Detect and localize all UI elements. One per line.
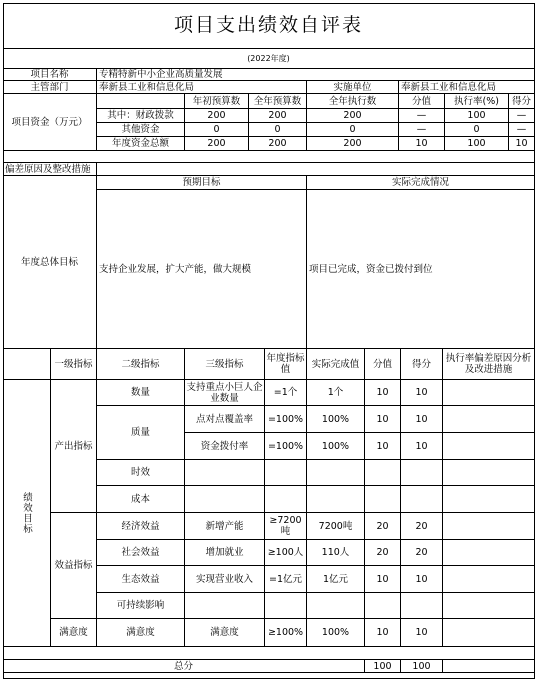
funds-cell: 200: [249, 109, 307, 123]
funds-header-blank: [97, 94, 185, 109]
perf-l2: 可持续影响: [97, 593, 185, 619]
perf-target: ≥7200吨: [265, 513, 307, 540]
group-satisfaction: 满意度: [51, 619, 97, 647]
perf-analysis: [443, 486, 535, 513]
perf-actual: 100%: [307, 619, 365, 647]
perf-target: =100%: [265, 433, 307, 460]
perf-actual: [307, 593, 365, 619]
perf-header-l3: 三级指标: [185, 349, 265, 380]
perf-header-got: 得分: [401, 349, 443, 380]
perf-actual: 100%: [307, 406, 365, 433]
perf-analysis: [443, 593, 535, 619]
expected-goal: 支持企业发展，扩大产能，做大规模: [97, 190, 307, 349]
perf-target: [265, 486, 307, 513]
perf-target: =1亿元: [265, 566, 307, 593]
perf-l3: [185, 593, 265, 619]
funds-row-name: 其中：财政拨款: [97, 109, 185, 123]
perf-l3: 新增产能: [185, 513, 265, 540]
perf-l3: 满意度: [185, 619, 265, 647]
deviation-blank: [97, 163, 535, 176]
perf-l2: 经济效益: [97, 513, 185, 540]
funds-header-executed: 全年执行数: [307, 94, 399, 109]
perf-header-analysis: 执行率偏差原因分析及改进措施: [443, 349, 535, 380]
total-blank: [443, 660, 535, 673]
perf-got: 10: [401, 380, 443, 406]
perf-analysis: [443, 566, 535, 593]
perf-score: 10: [365, 380, 401, 406]
perf-score: [365, 593, 401, 619]
perf-got: [401, 593, 443, 619]
funds-cell: 0: [249, 123, 307, 137]
group-output: 产出指标: [51, 380, 97, 513]
perf-score: [365, 486, 401, 513]
perf-analysis: [443, 433, 535, 460]
perf-analysis: [443, 540, 535, 566]
sheet-title: 项目支出绩效自评表: [3, 3, 535, 49]
perf-analysis: [443, 619, 535, 647]
perf-analysis: [443, 460, 535, 486]
goals-label: 年度总体目标: [3, 176, 97, 349]
total-got: 100: [401, 660, 443, 673]
funds-cell: 10: [399, 137, 445, 151]
impl-label: 实施单位: [307, 81, 399, 94]
perf-header-l1: 一级指标: [51, 349, 97, 380]
total-score: 100: [365, 660, 401, 673]
perf-got: [401, 486, 443, 513]
funds-cell: 200: [185, 109, 249, 123]
funds-cell: —: [509, 109, 535, 123]
perf-actual: 7200吨: [307, 513, 365, 540]
perf-actual: [307, 486, 365, 513]
perf-target: [265, 460, 307, 486]
perf-score: [365, 460, 401, 486]
outer-top-border: [3, 3, 535, 4]
perf-l3: 资金拨付率: [185, 433, 265, 460]
funds-header-got: 得分: [509, 94, 535, 109]
perf-analysis: [443, 406, 535, 433]
perf-target: =100%: [265, 406, 307, 433]
funds-cell: 0: [307, 123, 399, 137]
perf-header-actual: 实际完成值: [307, 349, 365, 380]
perf-got: [401, 460, 443, 486]
perf-actual: 1个: [307, 380, 365, 406]
funds-row-name: 年度资金总额: [97, 137, 185, 151]
perf-l3: [185, 486, 265, 513]
funds-cell: 200: [307, 137, 399, 151]
spacer-row: [3, 151, 535, 163]
project-name-value: 专精特新中小企业高质量发展: [97, 69, 535, 81]
perf-l2: 生态效益: [97, 566, 185, 593]
perf-l3: 增加就业: [185, 540, 265, 566]
perf-got: 10: [401, 433, 443, 460]
perf-target: =1个: [265, 380, 307, 406]
perf-got: 20: [401, 513, 443, 540]
perf-l2: 数量: [97, 380, 185, 406]
perf-analysis: [443, 380, 535, 406]
funds-header-annual: 全年预算数: [249, 94, 307, 109]
funds-cell: 100: [445, 137, 509, 151]
perf-score: 20: [365, 513, 401, 540]
funds-label: 项目资金（万元）: [3, 94, 97, 151]
perf-l3: 支持重点小巨人企业数量: [185, 380, 265, 406]
perf-got: 20: [401, 540, 443, 566]
group-benefit: 效益指标: [51, 513, 97, 619]
dept-value: 奉新县工业和信息化局: [97, 81, 307, 94]
deviation-label: 偏差原因及整改措施: [3, 163, 97, 176]
perf-actual: 1亿元: [307, 566, 365, 593]
funds-header-initial: 年初预算数: [185, 94, 249, 109]
actual-goal: 项目已完成，资金已拨付到位: [307, 190, 535, 349]
perf-target: ≥100%: [265, 619, 307, 647]
actual-header: 实际完成情况: [307, 176, 535, 190]
perf-got: 10: [401, 619, 443, 647]
perf-header-blank: [3, 349, 51, 380]
total-label: 总分: [3, 660, 365, 673]
perf-analysis: [443, 513, 535, 540]
perf-score: 20: [365, 540, 401, 566]
perf-target: [265, 593, 307, 619]
perf-actual: 100%: [307, 433, 365, 460]
funds-cell: 200: [307, 109, 399, 123]
perf-actual: 110人: [307, 540, 365, 566]
perf-side-label: 绩效目标: [3, 380, 51, 647]
funds-cell: —: [399, 123, 445, 137]
funds-cell: 0: [445, 123, 509, 137]
expected-header: 预期目标: [97, 176, 307, 190]
project-name-label: 项目名称: [3, 69, 97, 81]
perf-actual: [307, 460, 365, 486]
perf-got: 10: [401, 406, 443, 433]
perf-l2: 时效: [97, 460, 185, 486]
year-note: (2022年度): [3, 49, 535, 69]
dept-label: 主管部门: [3, 81, 97, 94]
funds-row-name: 其他资金: [97, 123, 185, 137]
funds-cell: 100: [445, 109, 509, 123]
funds-cell: 200: [249, 137, 307, 151]
funds-header-score: 分值: [399, 94, 445, 109]
perf-score: 10: [365, 433, 401, 460]
funds-cell: 10: [509, 137, 535, 151]
perf-target: ≥100人: [265, 540, 307, 566]
trailing-row: [3, 673, 535, 679]
funds-cell: —: [509, 123, 535, 137]
impl-value: 奉新县工业和信息化局: [399, 81, 535, 94]
funds-cell: 0: [185, 123, 249, 137]
perf-l2: 成本: [97, 486, 185, 513]
perf-l3: [185, 460, 265, 486]
spacer-row-bottom: [3, 647, 535, 660]
perf-score: 10: [365, 619, 401, 647]
perf-header-target: 年度指标值: [265, 349, 307, 380]
funds-header-rate: 执行率(%): [445, 94, 509, 109]
funds-cell: —: [399, 109, 445, 123]
perf-l2: 社会效益: [97, 540, 185, 566]
perf-l3: 点对点覆盖率: [185, 406, 265, 433]
perf-l2: 满意度: [97, 619, 185, 647]
perf-header-l2: 二级指标: [97, 349, 185, 380]
perf-header-score: 分值: [365, 349, 401, 380]
funds-cell: 200: [185, 137, 249, 151]
perf-l3: 实现营业收入: [185, 566, 265, 593]
perf-score: 10: [365, 406, 401, 433]
perf-l2-quality: 质量: [97, 406, 185, 460]
perf-score: 10: [365, 566, 401, 593]
perf-got: 10: [401, 566, 443, 593]
